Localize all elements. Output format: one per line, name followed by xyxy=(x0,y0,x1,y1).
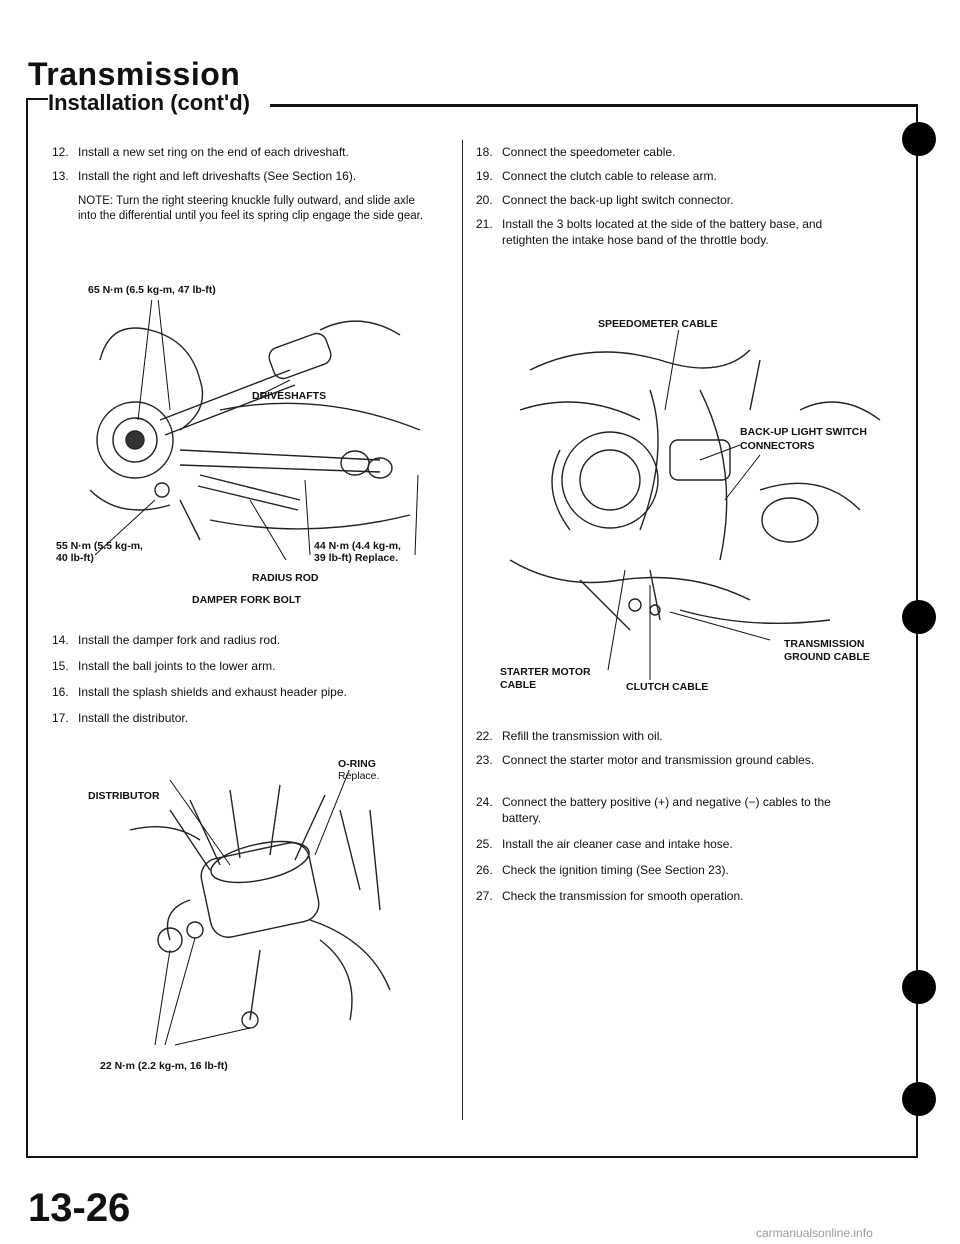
frame-left-rule xyxy=(26,98,28,1158)
section-tab-dot xyxy=(902,600,936,634)
step-25: 25. Install the air cleaner case and intake hose. xyxy=(476,837,733,851)
distributor-illustration xyxy=(110,770,430,1050)
step-16: 16. Install the splash shields and exhaust header pipe. xyxy=(52,685,347,699)
driveshaft-illustration xyxy=(80,300,450,560)
speedometer-cable-label: SPEEDOMETER CABLE xyxy=(598,318,718,330)
step-12: 12. Install a new set ring on the end of each driveshaft. xyxy=(52,145,349,159)
section-title: Installation (cont'd) xyxy=(48,90,250,115)
step-22: 22. Refill the transmission with oil. xyxy=(476,729,663,743)
step-18: 18. Connect the speedometer cable. xyxy=(476,145,676,159)
torque-label-44nm: 44 N·m (4.4 kg-m, xyxy=(314,540,401,552)
o-ring-replace-label: Replace. xyxy=(338,770,380,782)
step-23: 23. Connect the starter motor and transmission ground cables. xyxy=(476,753,815,767)
transmission-ground-label: TRANSMISSION xyxy=(784,638,865,650)
step-26: 26. Check the ignition timing (See Section 23). xyxy=(476,863,729,877)
note-text: NOTE: Turn the right steering knuckle fully outward, and slide axle into the differential until you feel its spring clip engage the side gear. xyxy=(78,195,424,222)
o-ring-label: O-RING xyxy=(338,758,376,770)
engine-bay-illustration xyxy=(500,330,900,680)
step-17: 17. Install the distributor. xyxy=(52,711,189,725)
torque-label-44nm-2: 39 lb-ft) Replace. xyxy=(314,552,399,564)
step-27: 27. Check the transmission for smooth operation. xyxy=(476,889,744,903)
starter-motor-label: STARTER MOTOR xyxy=(500,666,591,678)
torque-label-65nm: 65 N·m (6.5 kg-m, 47 lb-ft) xyxy=(88,284,216,296)
frame-bottom-rule xyxy=(26,1156,918,1158)
ground-cable-label: GROUND CABLE xyxy=(784,651,870,663)
torque-label-55nm: 55 N·m (5.5 kg-m, xyxy=(56,540,143,552)
step-13: 13. Install the right and left driveshafts (See Section 16). xyxy=(52,169,357,183)
step-24: 24. Connect the battery positive (+) and negative (−) cables to the battery. xyxy=(476,795,831,825)
watermark: carmanualsonline.info xyxy=(756,1226,873,1240)
header-rule-left xyxy=(26,98,48,100)
page-title: Transmission xyxy=(28,56,241,92)
header-rule xyxy=(270,104,918,107)
starter-cable-label: CABLE xyxy=(500,679,537,691)
step-19: 19. Connect the clutch cable to release arm. xyxy=(476,169,717,183)
column-divider xyxy=(462,140,463,1120)
step-20: 20. Connect the back-up light switch connector. xyxy=(476,193,734,207)
step-21: 21. Install the 3 bolts located at the side of the battery base, and retighten the intake hose band of the throttle body. xyxy=(476,217,823,247)
torque-label-55nm-2: 40 lb-ft) xyxy=(56,552,94,564)
driveshafts-label: DRIVESHAFTS xyxy=(252,390,327,402)
page-number: 13-26 xyxy=(28,1186,131,1230)
section-tab-dot xyxy=(902,122,936,156)
step-14: 14. Install the damper fork and radius rod. xyxy=(52,633,281,647)
damper-fork-bolt-label: DAMPER FORK BOLT xyxy=(192,594,301,606)
step-15: 15. Install the ball joints to the lower arm. xyxy=(52,659,276,673)
torque-label-22nm: 22 N·m (2.2 kg-m, 16 lb-ft) xyxy=(100,1060,228,1072)
section-tab-dot xyxy=(902,970,936,1004)
backup-light-switch-label: BACK-UP LIGHT SWITCH xyxy=(740,426,867,438)
radius-rod-label: RADIUS ROD xyxy=(252,572,319,584)
distributor-label: DISTRIBUTOR xyxy=(88,790,160,802)
clutch-cable-label: CLUTCH CABLE xyxy=(626,681,709,693)
section-tab-dot xyxy=(902,1082,936,1116)
backup-connectors-label: CONNECTORS xyxy=(740,440,815,452)
